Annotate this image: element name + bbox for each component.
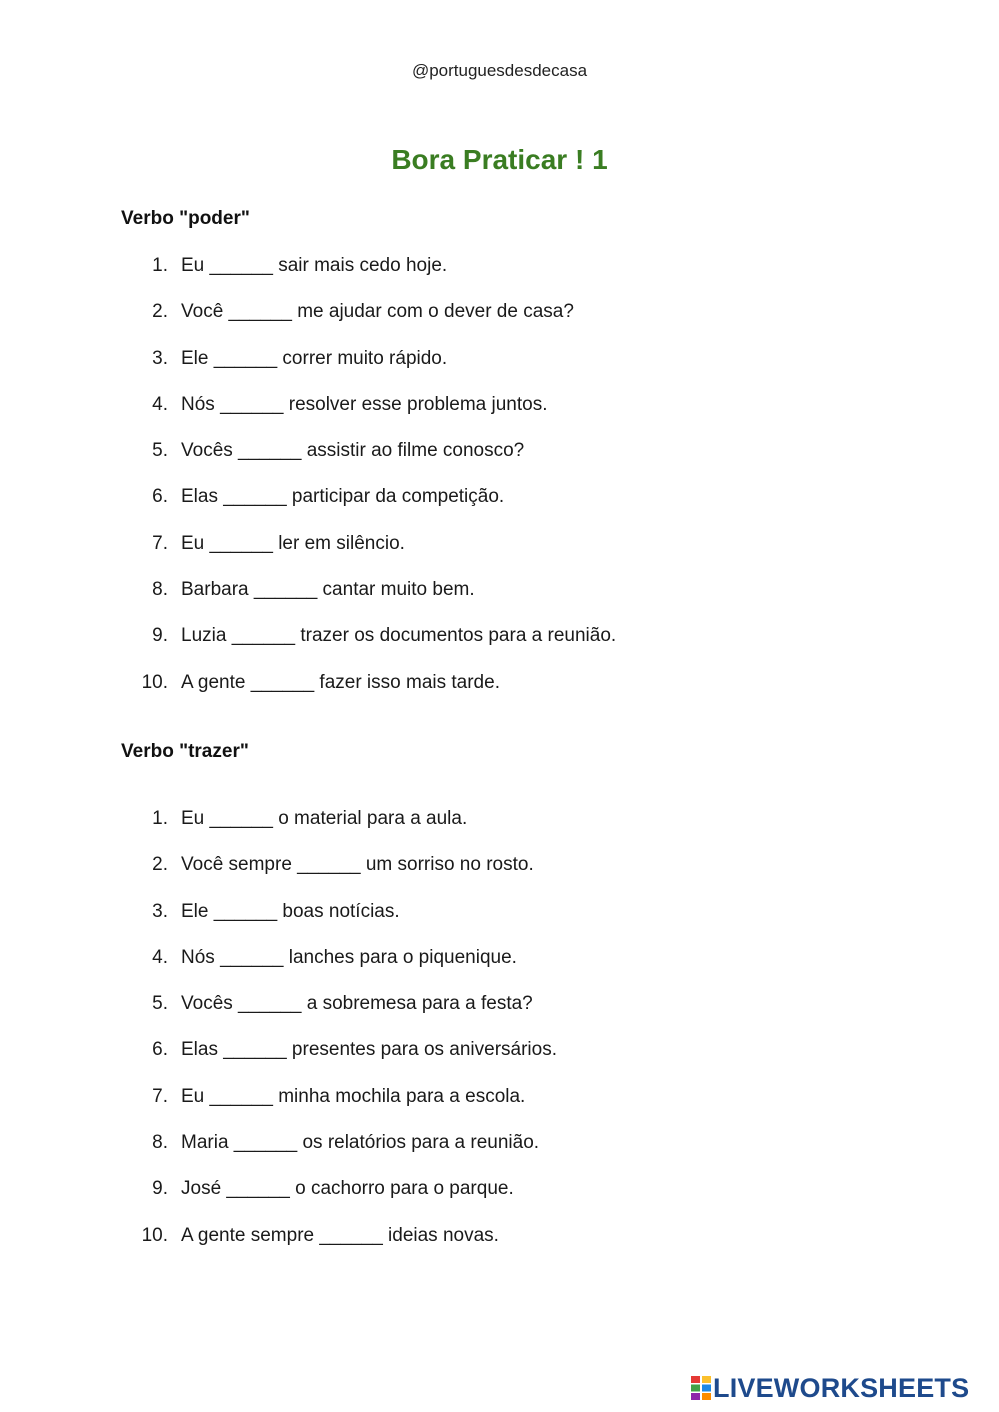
item-sentence: Nós ______ lanches para o piquenique.	[181, 947, 517, 968]
item-number: 7.	[152, 1086, 168, 1107]
item-number: 2.	[152, 301, 168, 322]
item-sentence: Luzia ______ trazer os documentos para a reunião.	[181, 625, 617, 646]
item-number: 8.	[152, 579, 168, 600]
item-number: 5.	[152, 440, 168, 461]
item-number: 8.	[152, 1132, 168, 1153]
item-number: 9.	[152, 625, 168, 646]
item-sentence: Barbara ______ cantar muito bem.	[181, 579, 475, 600]
item-sentence: Eu ______ minha mochila para a escola.	[181, 1086, 526, 1107]
item-sentence: Elas ______ participar da competição.	[181, 486, 505, 507]
item-number: 10.	[141, 672, 168, 693]
item-sentence: Elas ______ presentes para os aniversários.	[181, 1039, 558, 1060]
item-number: 10.	[141, 1225, 168, 1246]
item-number: 7.	[152, 533, 168, 554]
item-number: 1.	[152, 255, 168, 276]
item-number: 3.	[152, 348, 168, 369]
item-number: 2.	[152, 854, 168, 875]
item-sentence: A gente sempre ______ ideias novas.	[181, 1225, 499, 1246]
item-sentence: Vocês ______ a sobremesa para a festa?	[181, 993, 533, 1014]
item-sentence: Nós ______ resolver esse problema juntos.	[181, 394, 548, 415]
item-sentence: Eu ______ sair mais cedo hoje.	[181, 255, 448, 276]
author-handle: @portuguesdesdecasa	[411, 61, 588, 80]
item-number: 3.	[152, 901, 168, 922]
section-heading-trazer: Verbo "trazer"	[121, 741, 249, 762]
item-sentence: Ele ______ correr muito rápido.	[181, 348, 448, 369]
item-sentence: José ______ o cachorro para o parque.	[181, 1178, 514, 1199]
item-number: 9.	[152, 1178, 168, 1199]
item-sentence: Vocês ______ assistir ao filme conosco?	[181, 440, 525, 461]
section-heading-poder: Verbo "poder"	[121, 208, 250, 229]
item-sentence: Eu ______ ler em silêncio.	[181, 533, 405, 554]
item-number: 6.	[152, 486, 168, 507]
item-number: 1.	[152, 808, 168, 829]
item-sentence: A gente ______ fazer isso mais tarde.	[181, 672, 500, 693]
item-sentence: Você sempre ______ um sorriso no rosto.	[181, 854, 534, 875]
page-title: Bora Praticar ! 1	[391, 144, 608, 175]
item-sentence: Maria ______ os relatórios para a reunião.	[181, 1132, 540, 1153]
item-number: 5.	[152, 993, 168, 1014]
liveworksheets-logo-text: LIVEWORKSHEETS	[713, 1373, 970, 1403]
item-number: 4.	[152, 947, 168, 968]
liveworksheets-logo[interactable]	[691, 1374, 969, 1402]
item-sentence: Ele ______ boas notícias.	[181, 901, 400, 922]
liveworksheets-logo-icon	[691, 1376, 711, 1400]
item-number: 6.	[152, 1039, 168, 1060]
item-number: 4.	[152, 394, 168, 415]
item-sentence: Eu ______ o material para a aula.	[181, 808, 468, 829]
item-sentence: Você ______ me ajudar com o dever de casa?	[181, 301, 574, 322]
